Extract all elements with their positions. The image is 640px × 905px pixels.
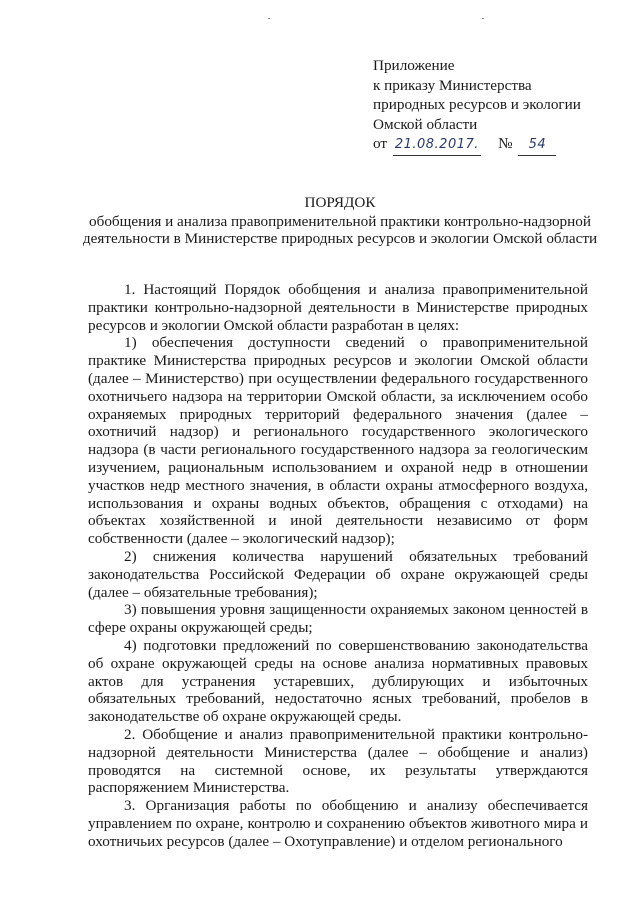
- number-sign: №: [498, 135, 513, 153]
- appendix-block: [373, 56, 623, 156]
- appendix-line: природных ресурсов и экологии: [373, 96, 581, 114]
- appendix-line: Приложение: [373, 57, 455, 74]
- paragraph: 1) обеспечения доступности сведений о правоприменительной практике Министерства природных ресурсов и экологии Омской области (далее – Министерство) при осуществлении федерального государственного охотничьего надзора на территории Омской области, за исключением особо охраняемых природных территорий федерального значения (далее – охотничий надзор) и регионального государственного экологического надзора (в части регионального государственного надзора за геологическим изучением, рациональным использованием и охраной недр в отношении участков недр местного значения, в области охраны атмосферного воздуха, использования и охраны водных объектов, обращения с отходами) на объектах хозяйственной и иной деятельности независимо от форм собственности (далее – экологический надзор);: [88, 334, 588, 548]
- document-title: [60, 194, 620, 248]
- title-subtitle: обобщения и анализа правоприменительной практики контрольно-надзорной деятельности в Министерстве природных ресурсов и экологии Омской области: [82, 212, 598, 248]
- date-prefix: от: [373, 135, 388, 153]
- paragraph: 1. Настоящий Порядок обобщения и анализа правоприменительной практики контрольно-надзорной деятельности в Министерстве природных ресурсов и экологии Омской области разработан в целях:: [88, 281, 588, 334]
- paragraph: 2. Обобщение и анализ правоприменительной практики контрольно-надзорной деятельности Министерства (далее – обобщение и анализ) проводятся на системной основе, их результаты утверждаются распоряжением Министерства.: [88, 725, 588, 797]
- scan-speck: [482, 18, 484, 19]
- scan-speck: [268, 18, 270, 19]
- order-date-line: [373, 134, 623, 156]
- appendix-line: Омской области: [373, 115, 478, 133]
- appendix-line: к приказу Министерства: [373, 76, 532, 94]
- document-body: [88, 281, 588, 851]
- title-heading: ПОРЯДОК: [304, 194, 376, 211]
- paragraph: 3) повышения уровня защищенности охраняемых законом ценностей в сфере охраны окружающей среды;: [88, 601, 588, 637]
- paragraph: 3. Организация работы по обобщению и анализу обеспечивается управлением по охране, контролю и сохранению объектов животного мира и охотничьих ресурсов (далее – Охотуправление) и отделом регионального: [88, 797, 588, 850]
- paragraph: 2) снижения количества нарушений обязательных требований законодательства Российской Федерации об охране окружающей среды (далее – обязательные требования);: [88, 547, 588, 601]
- order-number: 54: [518, 135, 556, 156]
- paragraph: 4) подготовки предложений по совершенствованию законодательства об охране окружающей среды на основе анализа нормативных правовых актов для устранения устаревших, дублирующих и избыточных обязательных требований, недостаточно ясных требований, пробелов в законодательстве об охране окружающей среды.: [88, 636, 588, 726]
- order-date: 21.08.2017.: [393, 135, 481, 156]
